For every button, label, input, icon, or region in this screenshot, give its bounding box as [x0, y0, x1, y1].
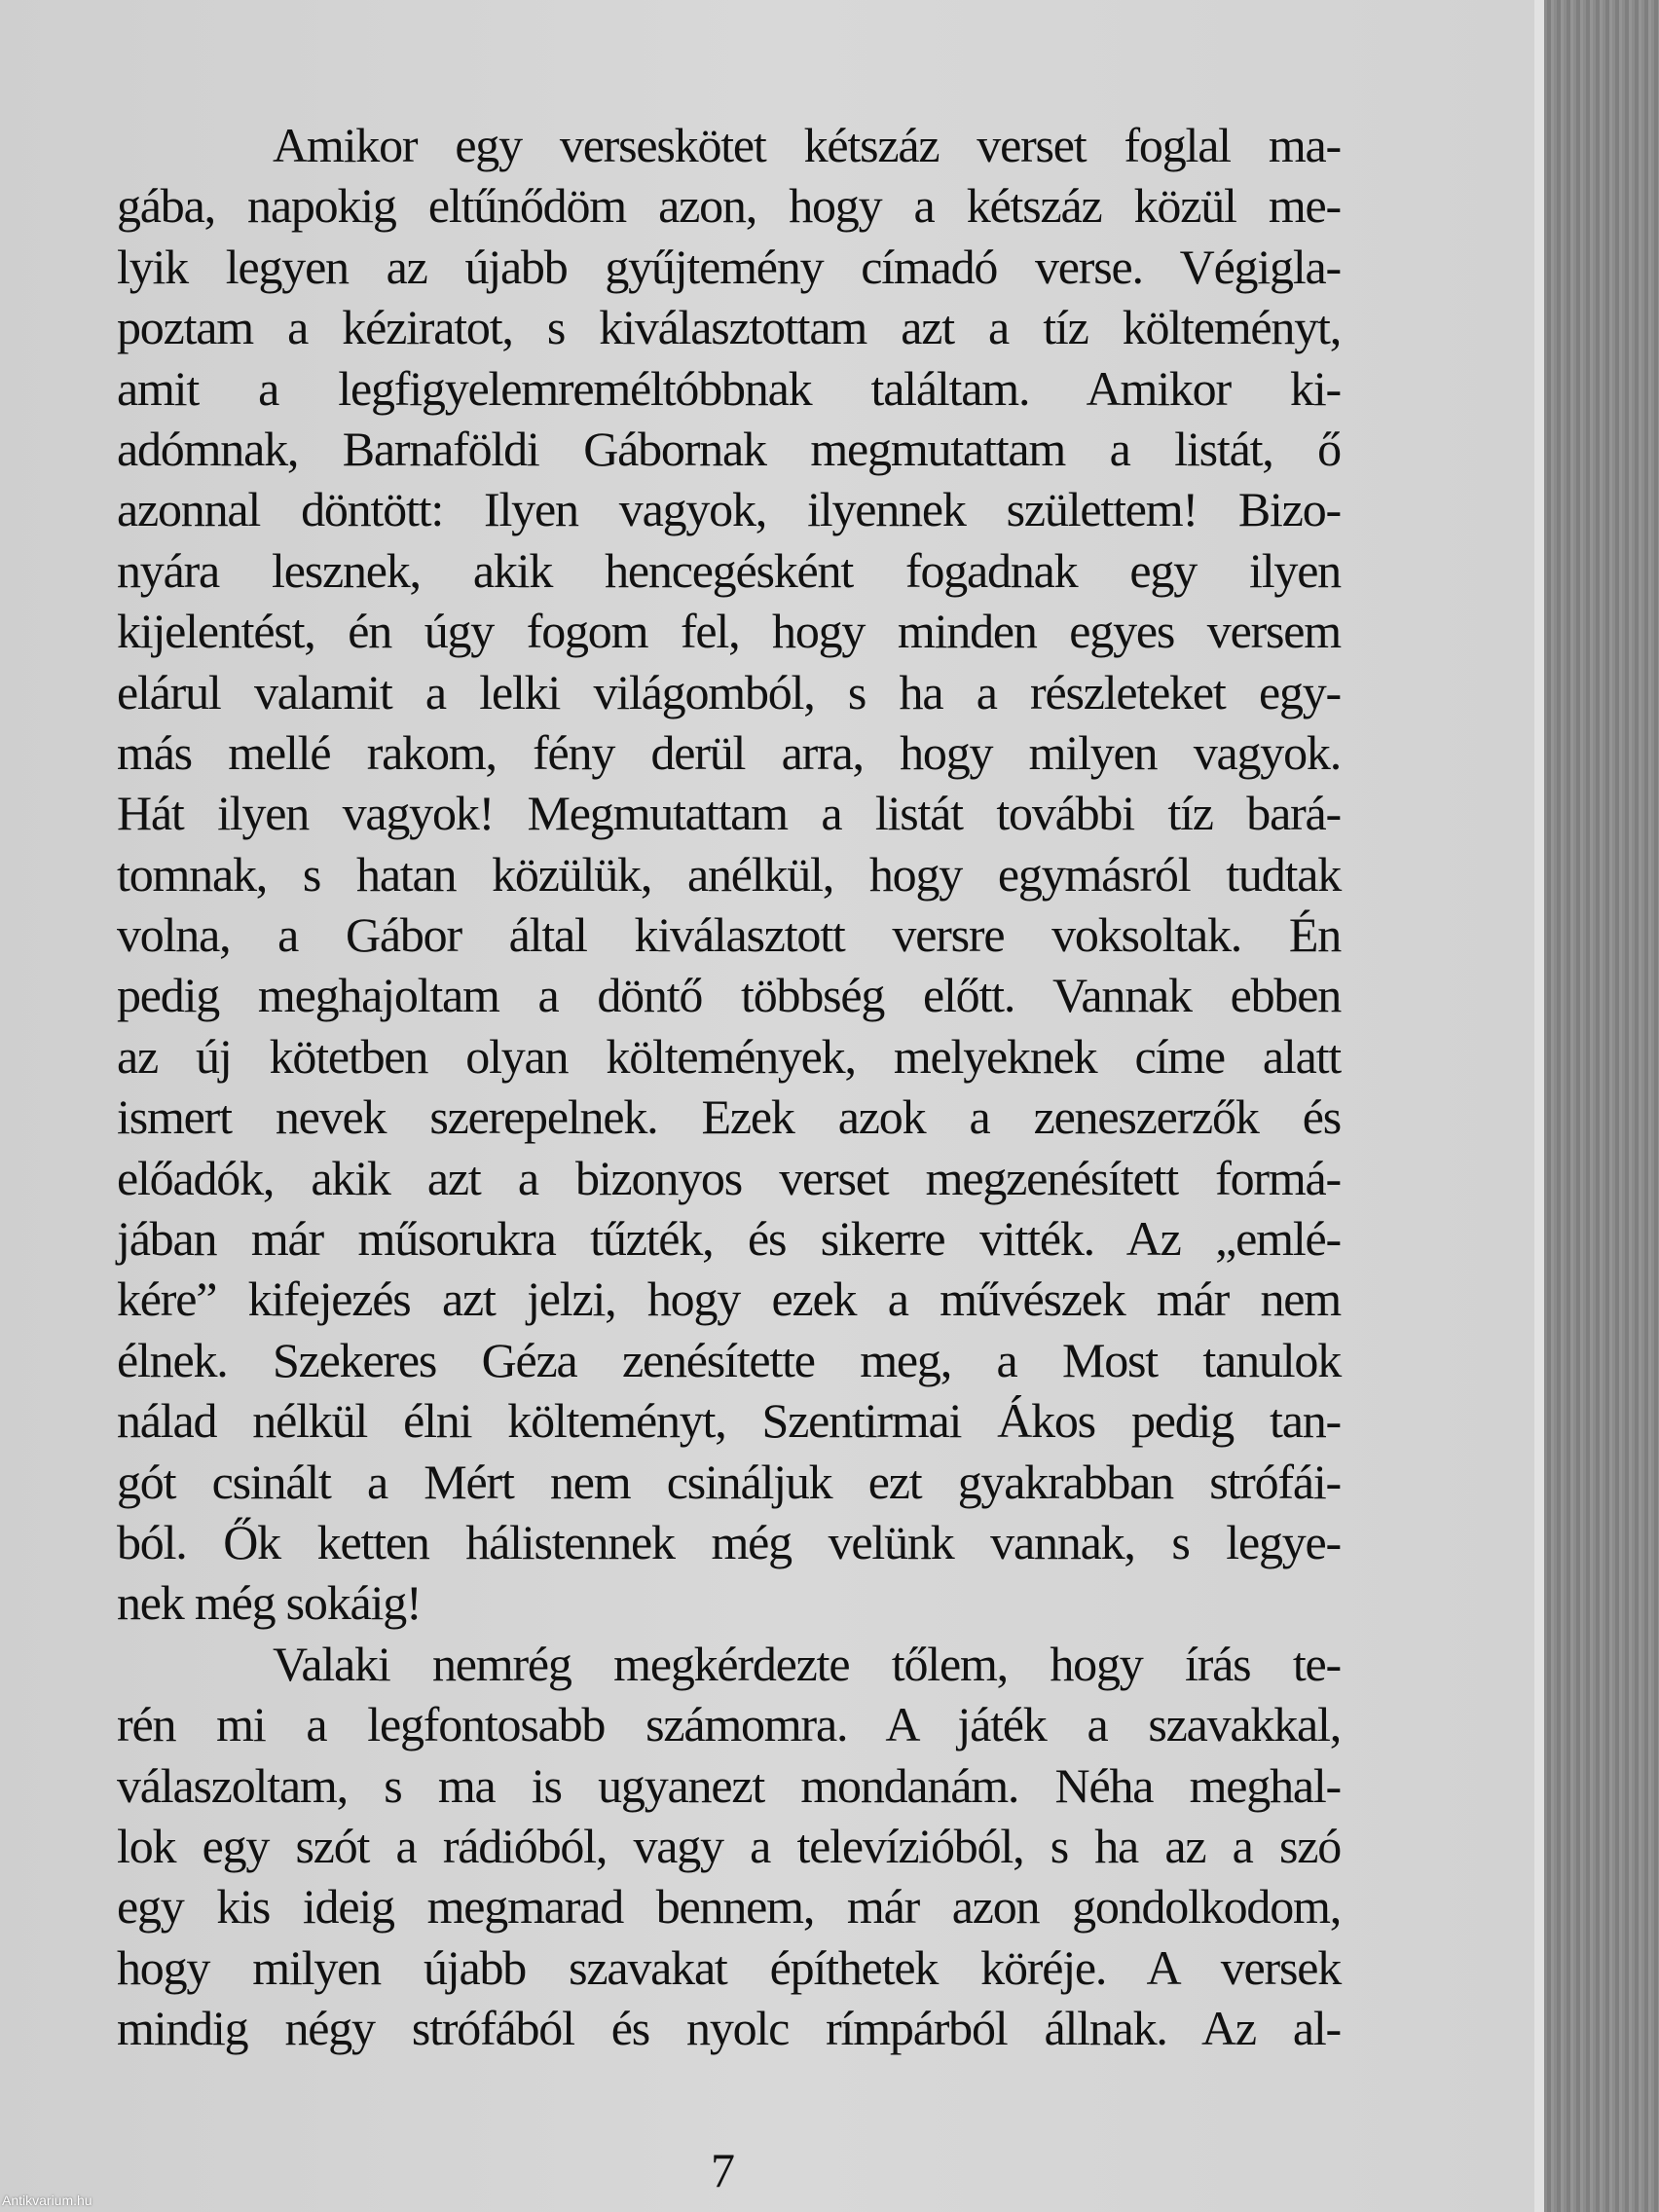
- text-line: tomnak, s hatan közülük, anélkül, hogy egymásról tudtak: [117, 846, 1341, 902]
- text-line: más mellé rakom, fény derül arra, hogy milyen vagyok.: [117, 724, 1341, 780]
- text-line: Amikor egy verseskötet kétszáz verset foglal ma-: [273, 118, 1341, 172]
- text-line: válaszoltam, s ma is ugyanezt mondanám. Néha meghal-: [117, 1757, 1341, 1813]
- text-line: előadók, akik azt a bizonyos verset megzenésített formá-: [117, 1150, 1341, 1205]
- text-line: poztam a kéziratot, s kiválasztottam azt a tíz költeményt,: [117, 300, 1341, 355]
- text-line: rén mi a legfontosabb számomra. A játék a szavakkal,: [117, 1697, 1341, 1752]
- text-line: kére” kifejezés azt jelzi, hogy ezek a művészek már nem: [117, 1272, 1341, 1327]
- body-text: [117, 115, 1341, 2059]
- text-line: nálad nélkül élni költeményt, Szentirmai Ákos pedig tan-: [117, 1393, 1341, 1449]
- watermark: Antikvarium.hu: [2, 2193, 92, 2208]
- text-line: Hát ilyen vagyok! Megmutattam a listát további tíz bará-: [117, 786, 1341, 841]
- text-line: lyik legyen az újabb gyűjtemény címadó verse. Végigla-: [117, 239, 1341, 294]
- text-line: gába, napokig eltűnődöm azon, hogy a kétszáz közül me-: [117, 178, 1341, 234]
- text-line: ból. Ők ketten hálistennek még velünk vannak, s legye-: [117, 1514, 1341, 1569]
- text-line: gót csinált a Mért nem csináljuk ezt gyakrabban strófái-: [117, 1454, 1341, 1509]
- page-number: 7: [711, 2143, 735, 2197]
- text-line: pedig meghajoltam a döntő többség előtt. Vannak ebben: [117, 968, 1341, 1023]
- text-line: ismert nevek szerepelnek. Ezek azok a zeneszerzők és: [117, 1089, 1341, 1145]
- text-line: az új kötetben olyan költemények, melyeknek címe alatt: [117, 1028, 1341, 1084]
- text-line: Valaki nemrég megkérdezte tőlem, hogy írás te-: [273, 1636, 1341, 1691]
- text-line: lok egy szót a rádióból, vagy a televízióból, s ha az a szó: [117, 1818, 1341, 1873]
- text-line: egy kis ideig megmarad bennem, már azon gondolkodom,: [117, 1879, 1341, 1935]
- background-surface: [1544, 0, 1659, 2212]
- text-line: nyára lesznek, akik hencegésként fogadnak egy ilyen: [117, 542, 1341, 598]
- text-line: jában már műsorukra tűzték, és sikerre vitték. Az „emlé-: [117, 1211, 1341, 1267]
- text-line: amit a legfigyelemreméltóbbnak találtam. Amikor ki-: [117, 360, 1341, 416]
- text-line: élnek. Szekeres Géza zenésítette meg, a Most tanulok: [117, 1332, 1341, 1387]
- text-line: adómnak, Barnaföldi Gábornak megmutattam a listát, ő: [117, 421, 1341, 476]
- text-line: nek még sokáig!: [117, 1575, 422, 1631]
- page-edge: [1534, 0, 1544, 2212]
- text-line: hogy milyen újabb szavakat építhetek köréje. A versek: [117, 1939, 1341, 1995]
- text-line: azonnal döntött: Ilyen vagyok, ilyennek születtem! Bizo-: [117, 482, 1341, 537]
- text-line: volna, a Gábor által kiválasztott versre voksoltak. Én: [117, 907, 1341, 963]
- text-line: elárul valamit a lelki világomból, s ha a részleteket egy-: [117, 664, 1341, 719]
- text-line: kijelentést, én úgy fogom fel, hogy minden egyes versem: [117, 604, 1341, 659]
- text-line: mindig négy strófából és nyolc rímpárból állnak. Az al-: [117, 2001, 1341, 2056]
